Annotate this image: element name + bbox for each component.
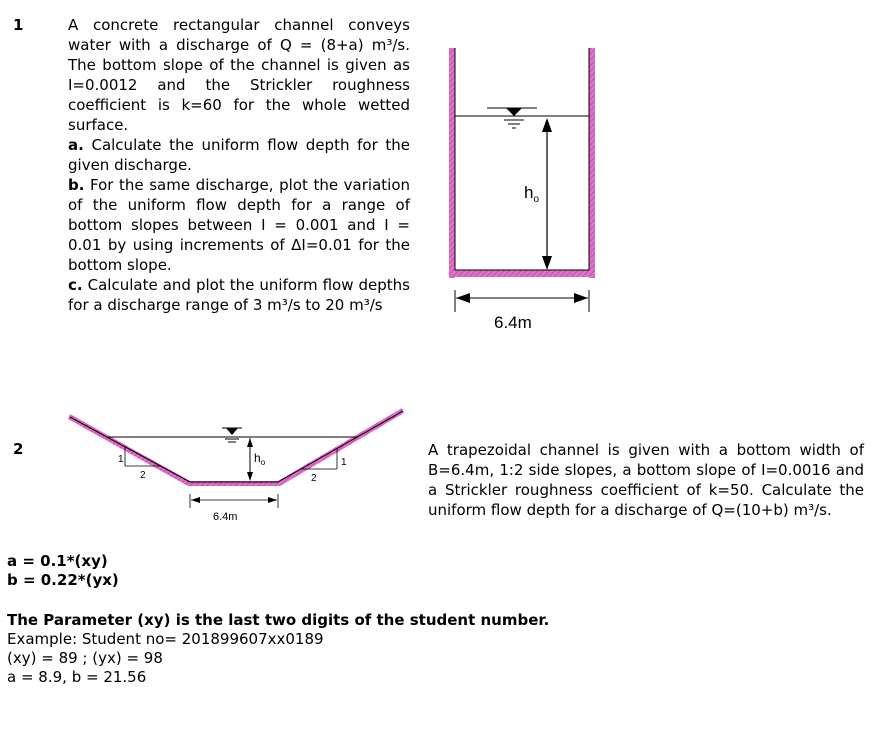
width-label: 6.4m [213, 511, 238, 523]
depth-arrow [247, 438, 253, 481]
part-a-text: Calculate the uniform flow depth for the given discharge. [68, 136, 410, 174]
depth-arrow [542, 118, 552, 270]
part-c-text: Calculate and plot the uniform flow depths for a discharge range of 3 m³/s to 20 m³/s [68, 276, 410, 314]
width-dimension [455, 290, 589, 312]
rectangular-channel-figure [440, 40, 610, 340]
problem-1-text [68, 15, 410, 315]
param-formulas [7, 552, 119, 590]
width-dimension [190, 494, 278, 508]
b-formula: b = 0.22*(yx) [7, 571, 119, 589]
a-formula: a = 0.1*(xy) [7, 552, 108, 570]
part-c-label: c. [68, 276, 83, 294]
left-slope-v: 1 [118, 454, 124, 465]
param-explanation [7, 611, 549, 687]
left-slope-h: 2 [140, 470, 146, 481]
problem-1-intro: A concrete rectangular channel conveys water with a discharge of Q = (8+a) m³/s. The bottom slope of the channel is given as I=0.0012 and the Strickler roughness coefficient is k=60 for the whole wetted surface. [68, 16, 410, 134]
part-b-label: b. [68, 176, 85, 194]
water-level-icon [222, 428, 242, 442]
part-a-label: a. [68, 136, 84, 154]
channel-bed [449, 270, 595, 277]
water-level-icon [487, 108, 537, 128]
problem-1-number: 1 [13, 16, 24, 34]
trapezoidal-channel-figure [62, 404, 412, 534]
param-example: Example: Student no= 201899607xx0189 [7, 630, 324, 648]
param-ab-values: a = 8.9, b = 21.56 [7, 668, 147, 686]
left-wall [449, 48, 455, 278]
problem-2-text: A trapezoidal channel is given with a bottom width of B=6.4m, 1:2 side slopes, a bottom slope of I=0.0016 and a Strickler roughness coefficient of k=50. Calculate the uniform flow depth for a discharge of Q=(10+b) m³/s. [428, 441, 864, 519]
depth-label: $h_o$ [254, 451, 266, 467]
param-xy-values: (xy) = 89 ; (yx) = 98 [7, 649, 163, 667]
width-label: 6.4m [494, 313, 532, 332]
trapezoid-walls [68, 408, 404, 486]
right-wall [589, 48, 595, 278]
right-slope-v: 1 [341, 457, 347, 468]
right-slope-h: 2 [311, 473, 317, 484]
depth-label: $h_o$ [524, 183, 540, 205]
part-b-text: For the same discharge, plot the variation of the uniform flow depth for a range of bottom slopes between I = 0.001 and I = 0.01 by using increments of ΔI=0.01 for the bottom slope. [68, 176, 410, 274]
param-heading: The Parameter (xy) is the last two digits of the student number. [7, 611, 550, 629]
problem-2-number: 2 [13, 440, 24, 458]
